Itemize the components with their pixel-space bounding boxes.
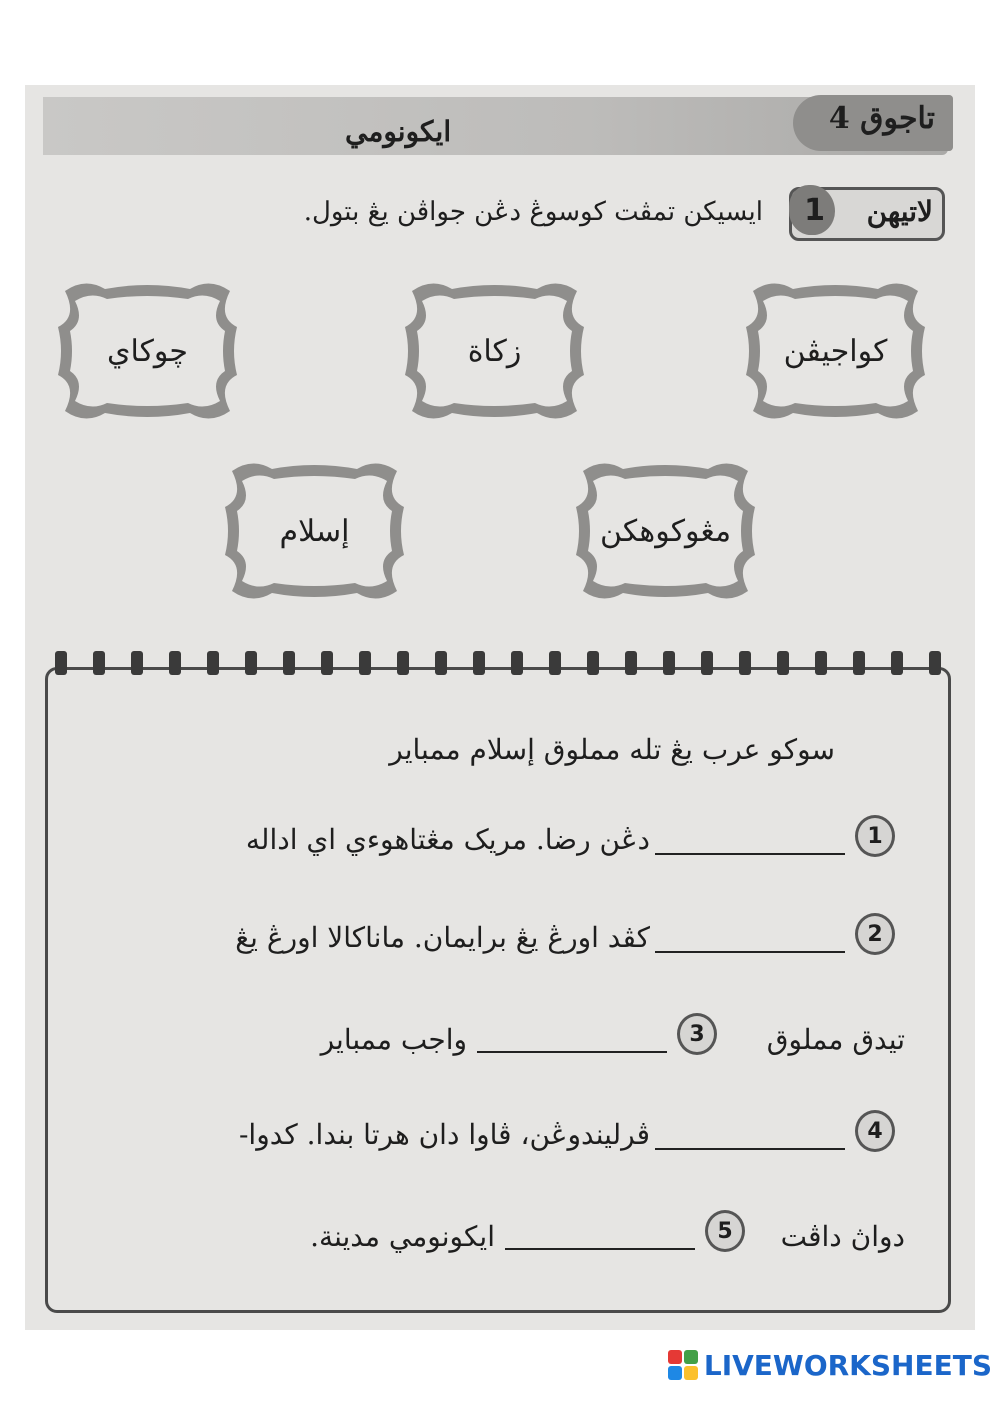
ring-icon — [283, 651, 295, 675]
exercise-label: لاتيهن — [866, 195, 933, 228]
liveworksheets-logo[interactable] — [668, 1345, 992, 1385]
word-card-text: چوکاي — [107, 333, 188, 369]
question-4-continuation: دواڽ داڤت — [780, 1220, 905, 1253]
logo-square — [668, 1350, 682, 1364]
ring-icon — [929, 651, 941, 675]
question-2-text: کڤد اورڠ يڠ برايمان. ماناکالا اورڠ يڠ — [235, 921, 650, 954]
notebook-rings — [55, 651, 945, 681]
answer-blank-4[interactable] — [655, 1148, 845, 1150]
ring-icon — [321, 651, 333, 675]
question-2-continuation: تيدق مملوق — [766, 1023, 905, 1056]
logo-square — [684, 1350, 698, 1364]
word-card[interactable] — [392, 277, 597, 425]
question-number-1: 1 — [855, 815, 895, 857]
word-card-text: مڠوکوهکن — [599, 513, 732, 549]
ring-icon — [777, 651, 789, 675]
ring-icon — [663, 651, 675, 675]
question-3-text: واجب ممباير — [320, 1023, 467, 1056]
word-card-text: زکاة — [467, 333, 522, 369]
notebook-heading: سوکو عرب يڠ تله مملوق إسلام ممباير — [389, 733, 835, 766]
ring-icon — [207, 651, 219, 675]
logo-text: LIVEWORKSHEETS — [703, 1348, 992, 1382]
ring-icon — [739, 651, 751, 675]
word-card-text: کواجيڤن — [783, 333, 888, 369]
question-number-5: 5 — [705, 1210, 745, 1252]
word-card[interactable] — [733, 277, 938, 425]
logo-square — [668, 1366, 682, 1380]
ring-icon — [587, 651, 599, 675]
ring-icon — [511, 651, 523, 675]
ring-icon — [815, 651, 827, 675]
word-card[interactable] — [212, 457, 417, 605]
chapter-label: تاجوق 4 — [828, 101, 935, 136]
word-card[interactable] — [563, 457, 768, 605]
ring-icon — [93, 651, 105, 675]
question-number-3: 3 — [677, 1013, 717, 1055]
ring-icon — [473, 651, 485, 675]
ring-icon — [359, 651, 371, 675]
ring-icon — [397, 651, 409, 675]
ring-icon — [245, 651, 257, 675]
answer-blank-1[interactable] — [655, 853, 845, 855]
exercise-instruction: ايسيکن تمڤت کوسوڠ دڠن جواڤن يڠ بتول. — [303, 197, 763, 227]
answer-blank-2[interactable] — [655, 951, 845, 953]
ring-icon — [891, 651, 903, 675]
logo-square — [684, 1366, 698, 1380]
question-number-4: 4 — [855, 1110, 895, 1152]
question-number-2: 2 — [855, 913, 895, 955]
question-5-text: ايکونومي مدينة. — [310, 1220, 495, 1253]
word-card-text: إسلام — [279, 513, 350, 549]
ring-icon — [55, 651, 67, 675]
worksheet-page — [25, 85, 975, 1330]
answer-blank-3[interactable] — [477, 1051, 667, 1053]
logo-mark-icon — [668, 1350, 698, 1380]
ring-icon — [131, 651, 143, 675]
word-card[interactable] — [45, 277, 250, 425]
exercise-number: 1 — [804, 193, 825, 228]
ring-icon — [435, 651, 447, 675]
answer-blank-5[interactable] — [505, 1248, 695, 1250]
ring-icon — [625, 651, 637, 675]
question-4-text: ڤرليندوڠن، ڤاوا دان هرتا بندا. کدوا- — [238, 1118, 650, 1151]
ring-icon — [701, 651, 713, 675]
ring-icon — [853, 651, 865, 675]
ring-icon — [549, 651, 561, 675]
question-1-text: دڠن رضا. مريک مڠتاهوءي اي اداله — [245, 823, 650, 856]
chapter-title: ايكونومي — [345, 115, 452, 148]
ring-icon — [169, 651, 181, 675]
